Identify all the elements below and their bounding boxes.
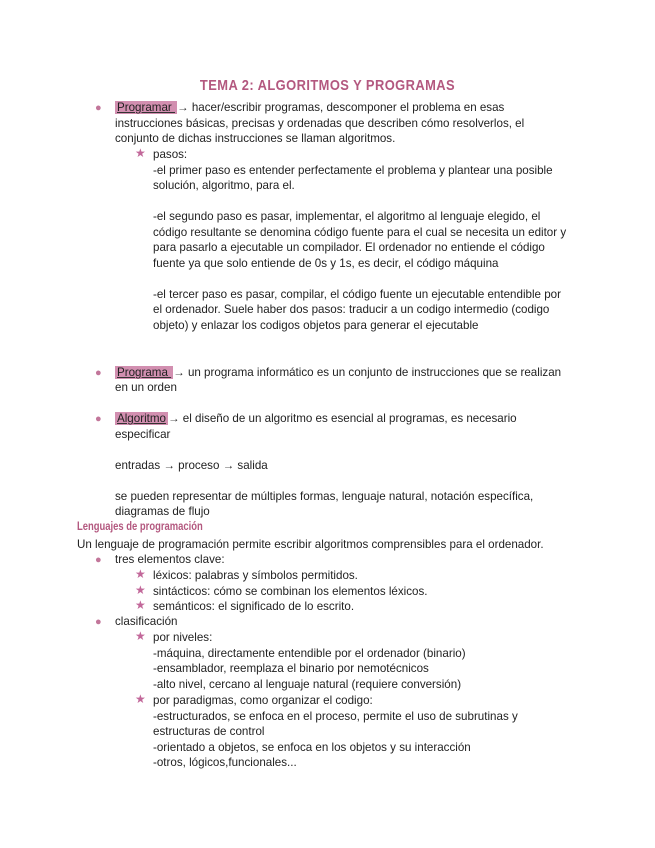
- star-icon: ★: [135, 629, 146, 643]
- bullet-icon: ●: [95, 554, 102, 566]
- star-icon: ★: [135, 146, 146, 160]
- text-line: -el tercer paso es pasar, compilar, el código fuente un ejecutable entendible por: [153, 288, 561, 301]
- text-line: -el primer paso es entender perfectamente el problema y plantear una posible: [153, 164, 553, 177]
- text-line: el ordenador. Suele haber dos pasos: traducir a un codigo intermedio (codigo: [153, 303, 550, 316]
- bullet-elementos: tres elementos clave:: [115, 553, 225, 566]
- star-icon: ★: [135, 598, 146, 612]
- text-line: estructuras de control: [153, 725, 265, 738]
- text-line: solución, algoritmo, para el.: [153, 179, 295, 192]
- list-item: semánticos: el significado de lo escrito.: [153, 600, 355, 613]
- list-item: sintácticos: cómo se combinan los elementos léxicos.: [153, 585, 428, 598]
- text-line: código resultante se denomina código fuente para el cual se necesita un editor y: [153, 226, 567, 239]
- bullet-icon: ●: [95, 367, 102, 379]
- text-line: fuente ya que solo entiende de 0s y 1s, es decir, el código máquina: [153, 257, 499, 270]
- text-line: conjunto de dichas instrucciones se llaman algoritmos.: [115, 132, 396, 145]
- text-line: entradas → proceso → salida: [115, 459, 268, 472]
- text-line: objeto) y enlazar los codigos objetos para generar el ejecutable: [153, 319, 479, 332]
- star-label-paradigmas: por paradigmas, como organizar el codigo:: [153, 694, 373, 707]
- term-highlight-programar: Programar: [117, 101, 175, 114]
- section-intro: Un lenguaje de programación permite escribir algoritmos comprensibles para el ordenador.: [77, 538, 544, 551]
- star-label-pasos: pasos:: [153, 148, 188, 161]
- text-line: se pueden representar de múltiples formas, lenguaje natural, notación específica,: [115, 490, 534, 503]
- text-line: -máquina, directamente entendible por el ordenador (binario): [153, 647, 466, 660]
- bullet-algoritmo-line1: Algoritmo → el diseño de un algoritmo es esencial al programas, es necesario: [117, 412, 517, 425]
- star-icon: ★: [135, 692, 146, 706]
- bullet-icon: ●: [95, 102, 102, 114]
- list-item: léxicos: palabras y símbolos permitidos.: [153, 569, 358, 582]
- star-icon: ★: [135, 583, 146, 597]
- page-title: TEMA 2: ALGORITMOS Y PROGRAMAS: [199, 77, 456, 94]
- bullet-clasificacion: clasificación: [115, 615, 178, 628]
- text-line: -orientado a objetos, se enfoca en los objetos y su interacción: [153, 741, 471, 754]
- star-label-niveles: por niveles:: [153, 631, 213, 644]
- star-icon: ★: [135, 567, 146, 581]
- bullet-icon: ●: [95, 616, 102, 628]
- bullet-programa-line1: Programa → un programa informático es un conjunto de instrucciones que se realizan: [117, 366, 562, 379]
- text-line: -ensamblador, reemplaza el binario por nemotécnicos: [153, 662, 429, 675]
- text-line: instrucciones básicas, precisas y ordenadas que describen cómo resolverlos, el: [115, 117, 525, 130]
- text-line: especificar: [115, 428, 171, 441]
- text-line: -estructurados, se enfoca en el proceso, permite el uso de subrutinas y: [153, 710, 518, 723]
- section-heading: Lenguajes de programación: [77, 521, 203, 533]
- text-line: -otros, lógicos,funcionales...: [153, 756, 297, 769]
- term-highlight-programa: Programa: [117, 366, 172, 379]
- text-line: -el segundo paso es pasar, implementar, el algoritmo al lenguaje elegido, el: [153, 210, 541, 223]
- bullet-programar-line1: Programar → hacer/escribir programas, descomponer el problema en esas: [117, 101, 505, 114]
- text-line: diagramas de flujo: [115, 505, 210, 518]
- term-highlight-algoritmo: Algoritmo: [117, 412, 166, 425]
- text-line: -alto nivel, cercano al lenguaje natural (requiere conversión): [153, 678, 462, 691]
- bullet-icon: ●: [95, 413, 102, 425]
- text-line: en un orden: [115, 381, 177, 394]
- text-line: para pasarlo a ejecutable un compilador. El ordenador no entiende el código: [153, 241, 545, 254]
